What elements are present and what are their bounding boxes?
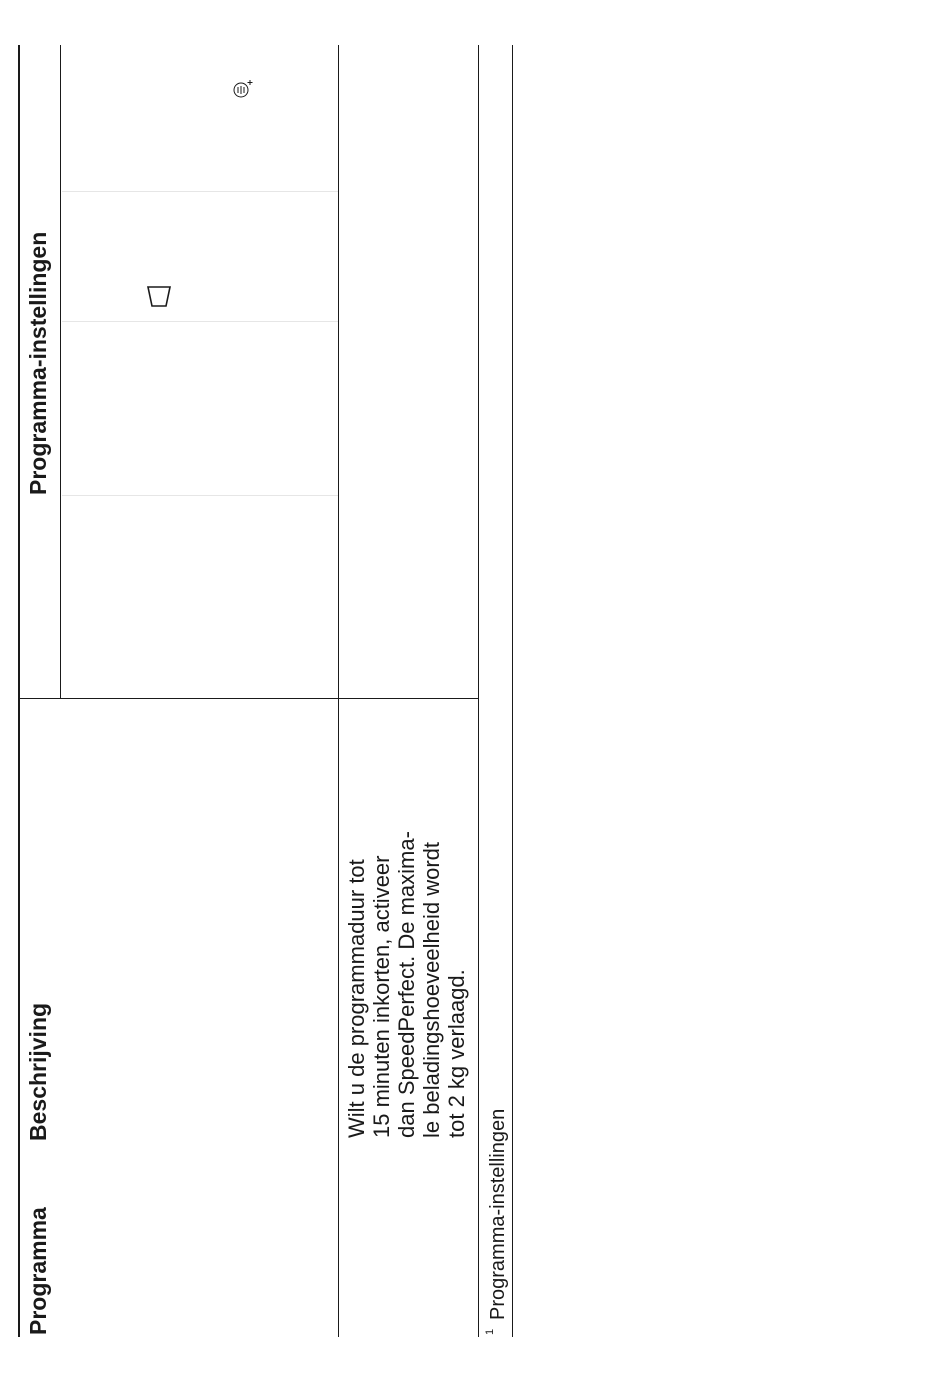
header-beschrijving: Beschrijving — [25, 1002, 51, 1141]
footnote-text: Programma-instellingen — [487, 1108, 509, 1320]
table-top-rule — [18, 45, 20, 1337]
settings-guide-line — [62, 495, 338, 496]
table-bottom-rule — [478, 45, 479, 1337]
row-description: Wilt u de programmaduur tot 15 minuten inkorten, activeer dan SpeedPerfect. De maxima- le beladingshoeveelheid wordt tot 2 kg verlaagd. — [344, 831, 469, 1138]
row-separator — [338, 45, 339, 1337]
header-programma: Programma — [25, 1207, 51, 1335]
settings-guide-line — [62, 191, 338, 192]
footnote-rule — [512, 45, 513, 1337]
settings-guide-line — [62, 321, 338, 322]
footnote-marker: 1 — [484, 1328, 496, 1335]
speed-perfect-icon — [230, 76, 256, 102]
header-separator — [60, 45, 61, 699]
column-separator — [18, 698, 478, 699]
drum-tray-icon — [146, 282, 174, 312]
header-programma-instellingen: Programma-instellingen — [25, 231, 51, 495]
